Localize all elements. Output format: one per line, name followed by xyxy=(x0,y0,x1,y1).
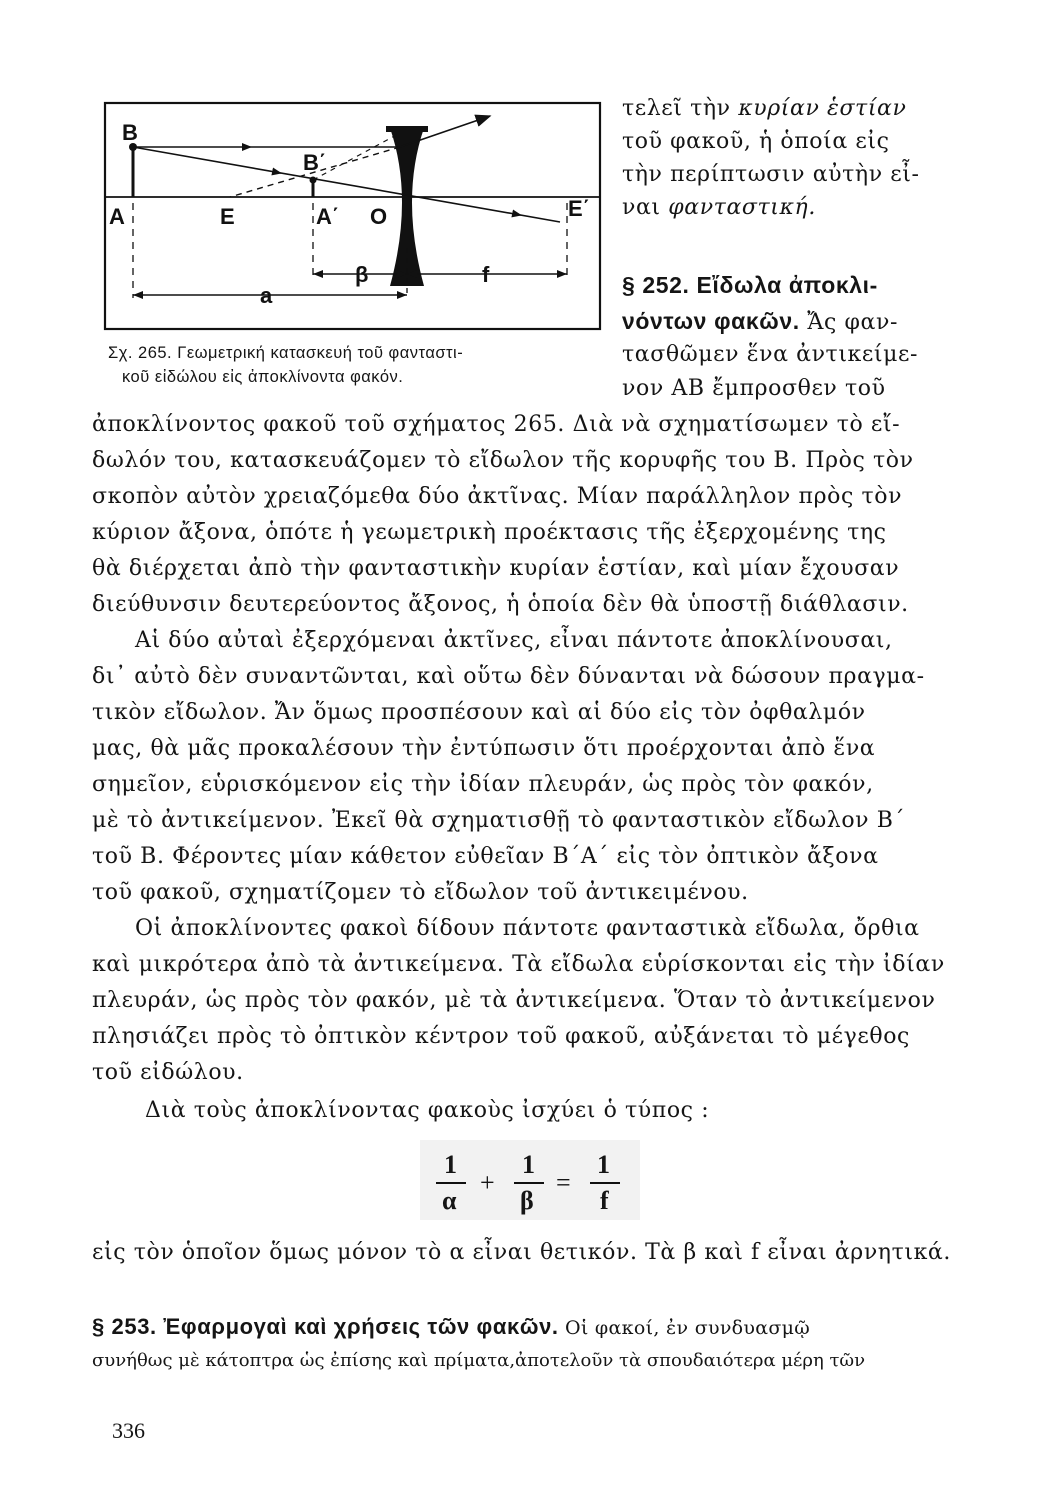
body-line: πλησιάζει πρὸς τὸ ὀπτικὸν κέντρον τοῦ φακοῦ, αὐξάνεται τὸ μέγεθος xyxy=(92,1024,910,1049)
fraction-bar-3 xyxy=(590,1182,620,1184)
term-fantastiki: φανταστική. xyxy=(668,195,816,220)
section-253-line-2: συνήθως μὲ κάτοπτρα ὡς ἐπίσης καὶ πρίματα,ἀποτελοῦν τὰ σπουδαιότερα μέρη τῶν xyxy=(92,1350,866,1371)
body-line: μὲ τὸ ἀντικείμενον. Ἐκεῖ θὰ σχηματισθῇ τὸ φανταστικὸν εἴδωλον Β΄ xyxy=(92,808,906,833)
formula-den-f: f xyxy=(600,1186,609,1215)
label-f: f xyxy=(482,262,490,287)
label-A: A xyxy=(109,204,125,229)
body-line: Διὰ τοὺς ἀποκλίνοντας φακοὺς ἰσχύει ὁ τύπος : xyxy=(145,1098,710,1123)
right-line-1 xyxy=(622,94,907,124)
label-beta: β xyxy=(355,262,369,287)
lens-diagram xyxy=(100,98,605,333)
label-E: E xyxy=(220,204,235,229)
section-252-heading-1 xyxy=(622,270,878,300)
section-252-number: § 252. xyxy=(622,272,690,298)
formula-num-3: 1 xyxy=(597,1150,610,1179)
body-line: τοῦ φακοῦ, σχηματίζομεν τὸ εἴδωλον τοῦ ἀντικειμένου. xyxy=(92,880,749,905)
formula-den-beta: β xyxy=(520,1186,534,1215)
body-line: Οἱ ἀποκλίνοντες φακοὶ δίδουν πάντοτε φανταστικὰ εἴδωλα, ὄρθια xyxy=(135,916,920,941)
formula-equals: = xyxy=(556,1168,571,1197)
right-line-2: τοῦ φακοῦ, ἡ ὁποία εἰς xyxy=(622,129,890,154)
body-line: καὶ μικρότερα ἀπὸ τὰ ἀντικείμενα. Τὰ εἴδωλα εὑρίσκονται εἰς τὴν ἰδίαν xyxy=(92,952,945,977)
formula-num-1: 1 xyxy=(444,1150,457,1179)
figure-caption-line-1: Σχ. 265. Γεωμετρική κατασκευή τοῦ φανταστι- xyxy=(108,344,464,362)
label-a: a xyxy=(260,283,273,308)
term-kyria-estia: κυρίαν ἑστίαν xyxy=(738,96,907,121)
body-line: κύριον ἄξονα, ὁπότε ἡ γεωμετρικὴ προέκτασις τῆς ἐξερχομένης της xyxy=(92,520,887,545)
formula-den-alpha: α xyxy=(442,1186,457,1215)
figure-caption-line-2: κοῦ εἰδώλου εἰς ἀποκλίνοντα φακόν. xyxy=(122,368,404,386)
label-B: B xyxy=(122,120,138,145)
label-O: O xyxy=(370,204,388,229)
section-252-title-2: νόντων φακῶν. xyxy=(622,308,800,334)
formula-plus: + xyxy=(480,1168,495,1197)
label-E-prime: E΄ xyxy=(568,196,590,221)
section-252-title-1: Εἴδωλα ἀποκλι- xyxy=(689,272,878,298)
section-252-heading-2 xyxy=(622,306,898,338)
body-line: ἀποκλίνοντος φακοῦ τοῦ σχήματος 265. Διὰ νὰ σχηματίσωμεν τὸ εἴ- xyxy=(92,412,901,437)
body-line: δωλόν του, κατασκευάζομεν τὸ εἴδωλον τῆς κορυφῆς του Β. Πρὸς τὸν xyxy=(92,448,914,473)
right-line-4a: ναι xyxy=(622,195,669,220)
section-253-rest: Οἱ φακοί, ἐν συνδυασμῷ xyxy=(558,1317,811,1339)
label-A-prime: A΄ xyxy=(316,204,340,229)
body-line: δι᾽ αὐτὸ δὲν συναντῶνται, καὶ οὕτω δὲν δύνανται νὰ δώσουν πραγμα- xyxy=(92,664,925,689)
body-line: σκοπὸν αὐτὸν χρειαζόμεθα δύο ἀκτῖνας. Μίαν παράλληλον πρὸς τὸν xyxy=(92,484,903,509)
body-line: μας, θὰ μᾶς προκαλέσουν τὴν ἐντύπωσιν ὅτι προέρχονται ἀπὸ ἕνα xyxy=(92,736,876,761)
fraction-bar-2 xyxy=(514,1182,544,1184)
lens-formula xyxy=(420,1140,640,1220)
after-formula-line: εἰς τὸν ὁποῖον ὅμως μόνον τὸ α εἶναι θετικόν. Τὰ β καὶ f εἶναι ἀρνητικά. xyxy=(92,1240,951,1265)
body-line: διεύθυνσιν δευτερεύοντος ἄξονος, ἡ ὁποία δὲν θὰ ὑποστῇ διάθλασιν. xyxy=(92,592,909,617)
section-253-line-1 xyxy=(92,1312,810,1343)
body-line: τοῦ Β. Φέροντες μίαν κάθετον εὐθεῖαν Β΄Α΄ εἰς τὸν ὀπτικὸν ἄξονα xyxy=(92,844,879,869)
fraction-bar-1 xyxy=(436,1182,466,1184)
central-ray xyxy=(133,147,560,222)
body-line: Αἱ δύο αὐταὶ ἐξερχόμεναι ἀκτῖνες, εἶναι πάντοτε ἀποκλίνουσαι, xyxy=(135,628,893,653)
right-line-4 xyxy=(622,193,816,223)
body-line: σημεῖον, εὑρισκόμενον εἰς τὴν ἰδίαν πλευράν, ὡς πρὸς τὸν φακόν, xyxy=(92,772,874,797)
body-line: τικὸν εἴδωλον. Ἄν ὅμως προσπέσουν καὶ αἱ δύο εἰς τὸν ὀφθαλμόν xyxy=(92,700,866,725)
right-line-8: τασθῶμεν ἕνα ἀντικείμε- xyxy=(622,342,919,367)
body-line: τοῦ εἰδώλου. xyxy=(92,1060,244,1085)
section-253-heading: § 253. Ἐφαρμογαὶ καὶ χρήσεις τῶν φακῶν. xyxy=(92,1314,559,1339)
right-line-7: Ἄς φαν- xyxy=(799,310,899,335)
label-B-prime: B΄ xyxy=(303,150,327,175)
right-line-3: τὴν περίπτωσιν αὐτὴν εἶ- xyxy=(622,162,920,187)
body-line: θὰ διέρχεται ἀπὸ τὴν φανταστικὴν κυρίαν ἑστίαν, καὶ μίαν ἔχουσαν xyxy=(92,556,900,581)
body-line: πλευράν, ὡς πρὸς τὸν φακόν, μὲ τὰ ἀντικείμενα. Ὅταν τὸ ἀντικείμενον xyxy=(92,988,936,1013)
page-number: 336 xyxy=(112,1418,145,1443)
right-line-1a: τελεῖ τὴν xyxy=(622,96,739,121)
figure-265 xyxy=(100,98,605,333)
formula-num-2: 1 xyxy=(522,1150,535,1179)
right-line-9: νον ΑΒ ἔμπροσθεν τοῦ xyxy=(622,376,886,401)
